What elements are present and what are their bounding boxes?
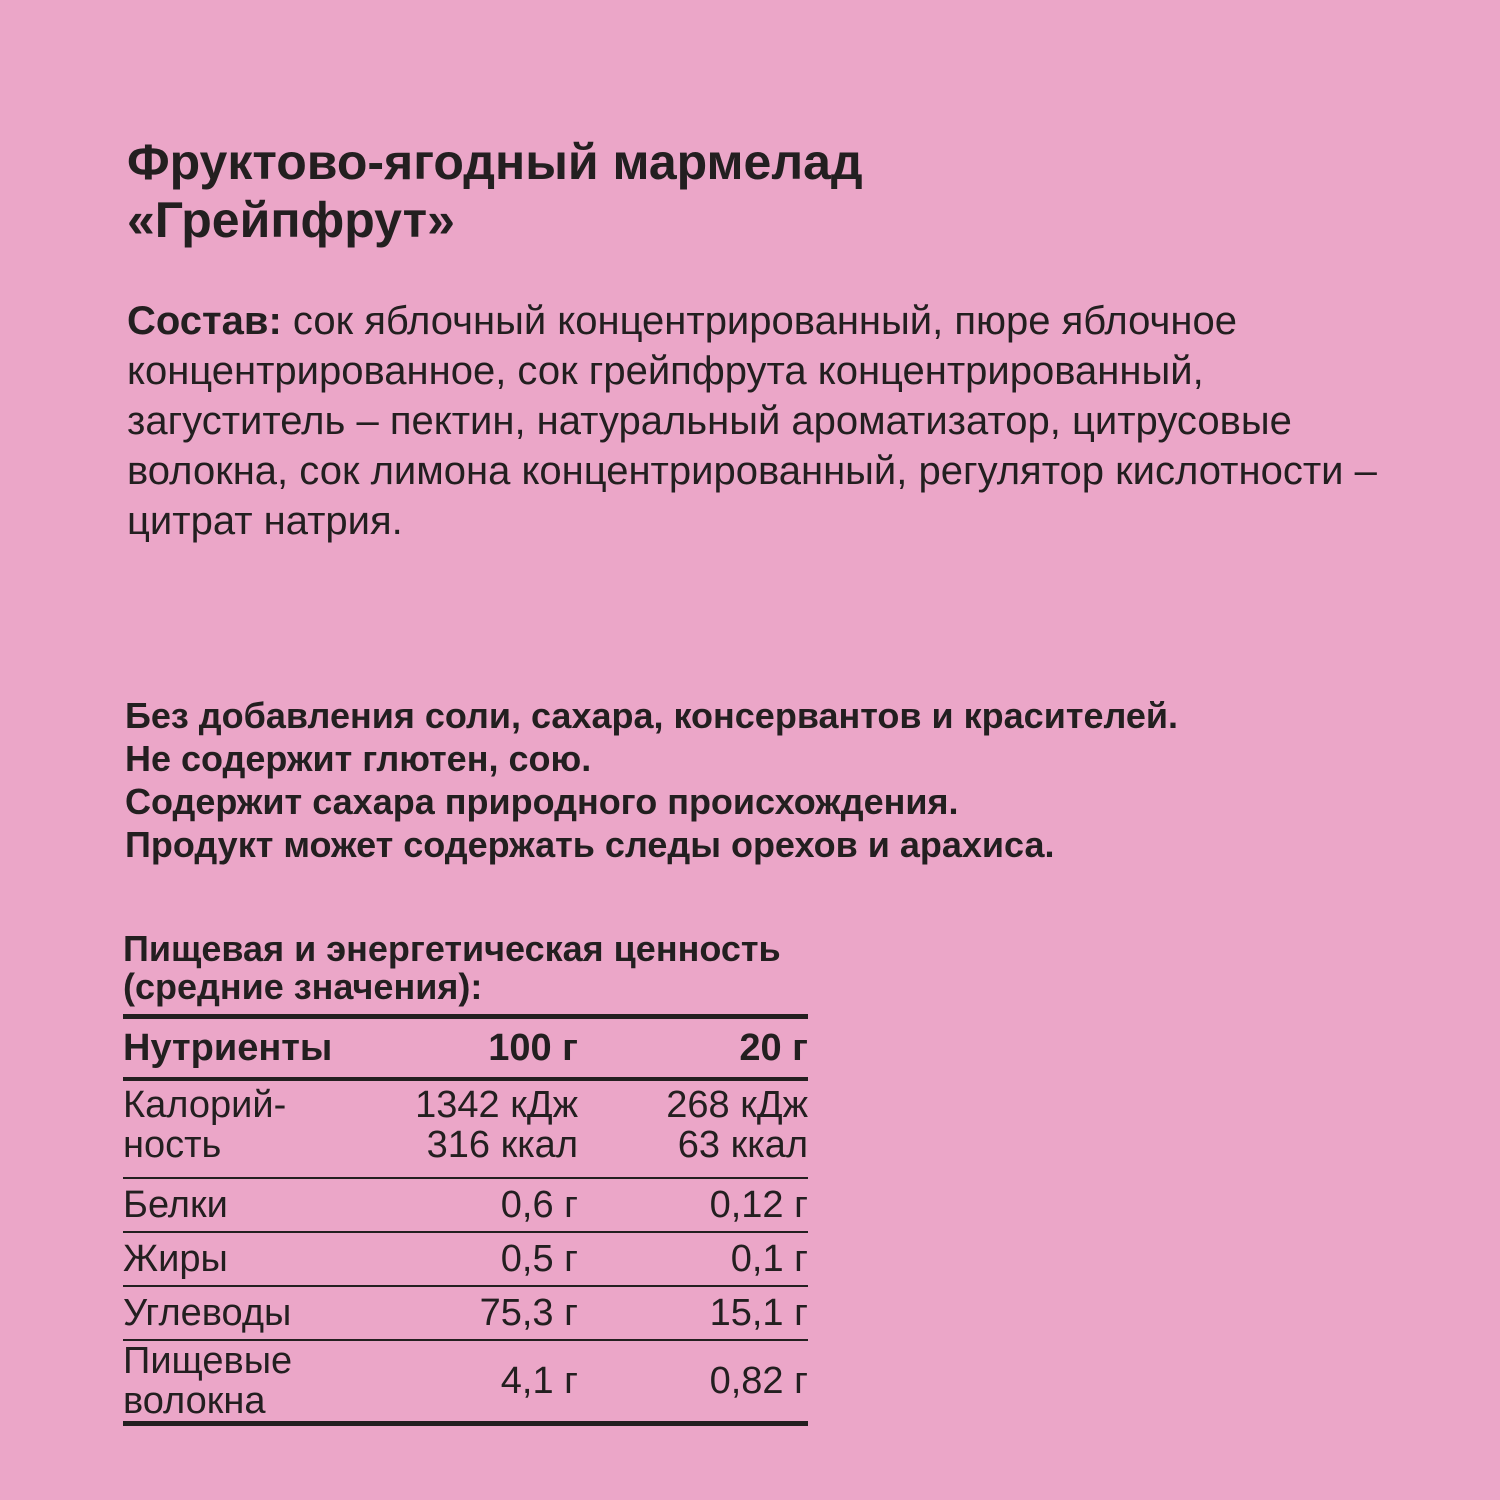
header-per-20g: 20 г xyxy=(739,1026,808,1069)
value-per-100g xyxy=(393,1079,578,1178)
claim-gluten-soy-free: Не содержит глютен, сою. xyxy=(125,738,592,779)
nutrient-name-line-2: ность xyxy=(123,1124,222,1166)
nutrition-header-row xyxy=(123,1017,808,1080)
value-per-100g: 0,6 г xyxy=(500,1184,578,1226)
product-title xyxy=(127,133,1377,249)
value-per-20g: 0,1 г xyxy=(730,1238,808,1280)
product-claims xyxy=(125,694,1425,866)
energy-kj-20g: 268 кДж xyxy=(666,1084,808,1126)
value-per-100g: 4,1 г xyxy=(500,1360,578,1402)
nutrient-name-line-1: Калорий- xyxy=(123,1084,287,1126)
value-per-100g: 75,3 г xyxy=(479,1292,578,1334)
nutrition-heading-line-2: (средние значения): xyxy=(123,966,483,1007)
nutrition-heading-line-1: Пищевая и энергетическая ценность xyxy=(123,928,781,969)
nutrient-name: Пищевые волокна xyxy=(123,1340,293,1422)
nutrient-name xyxy=(123,1079,393,1178)
product-title-line-1: Фруктово-ягодный мармелад xyxy=(127,134,863,190)
table-row-fat xyxy=(123,1232,808,1286)
energy-kcal-100g: 316 ккал xyxy=(426,1124,578,1166)
value-per-100g: 0,5 г xyxy=(500,1238,578,1280)
value-per-20g xyxy=(578,1079,808,1178)
value-per-20g: 15,1 г xyxy=(709,1292,808,1334)
claim-natural-sugars: Содержит сахара природного происхождения. xyxy=(125,781,959,822)
product-title-line-2: «Грейпфрут» xyxy=(127,192,455,248)
ingredients-paragraph xyxy=(127,296,1377,546)
energy-kcal-20g: 63 ккал xyxy=(677,1124,808,1166)
claim-no-additives: Без добавления соли, сахара, консервантов и красителей. xyxy=(125,695,1179,736)
nutrient-name: Жиры xyxy=(123,1238,228,1280)
header-per-100g: 100 г xyxy=(488,1026,578,1069)
energy-kj-100g: 1342 кДж xyxy=(415,1084,578,1126)
nutrient-name: Белки xyxy=(123,1184,228,1226)
table-row-energy xyxy=(123,1079,808,1178)
table-row-carbs xyxy=(123,1286,808,1340)
ingredients-label: Состав: xyxy=(127,299,282,343)
nutrient-name: Углеводы xyxy=(123,1292,292,1334)
table-row-fiber xyxy=(123,1340,808,1424)
nutrition-heading xyxy=(123,930,923,1006)
header-nutrients: Нутриенты xyxy=(123,1026,333,1069)
table-row-protein xyxy=(123,1178,808,1232)
claim-nut-traces: Продукт может содержать следы орехов и арахиса. xyxy=(125,824,1055,865)
value-per-20g: 0,82 г xyxy=(709,1360,808,1402)
value-per-20g: 0,12 г xyxy=(709,1184,808,1226)
nutrition-table xyxy=(123,1014,808,1426)
ingredients-text: сок яблочный концентрированный, пюре яблочное концентрированное, сок грейпфрута концентрированный, загуститель – пектин, натуральный ароматизатор, цитрусовые волокна, сок лимона концентрированный, регулятор кислотности – цитрат натрия. xyxy=(127,299,1377,543)
